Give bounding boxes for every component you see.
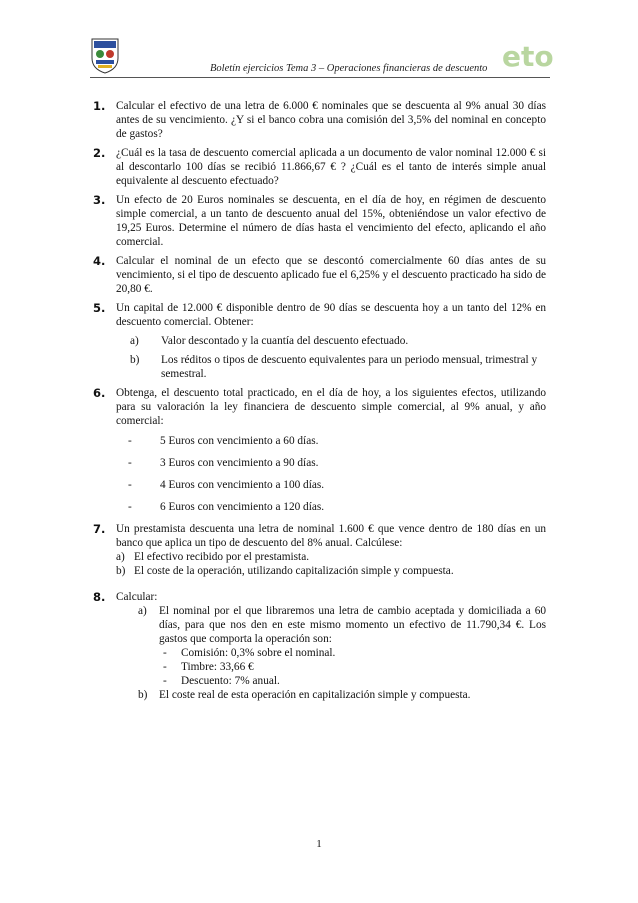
page-number: 1	[316, 838, 322, 850]
exercise-item	[93, 193, 546, 249]
exercise-text: Un efecto de 20 Euros nominales se descuenta, en el día de hoy, en régimen de descuento simple comercial, a un tanto de descuento anual del 15%, obteniéndose un valor efectivo de 19,25 Euros. Determine el número de días hasta el vencimiento del efecto, aplicando el año comercial.	[116, 194, 546, 248]
exercise-number: 2.	[93, 146, 106, 160]
sub-item-text: El efectivo recibido por el prestamista.	[134, 551, 310, 563]
sub-item-label: a)	[138, 605, 147, 617]
sub-item	[130, 353, 546, 381]
sub-item	[130, 334, 546, 348]
dash-item	[161, 674, 546, 688]
header-divider	[90, 77, 550, 78]
exercise-number: 7.	[93, 522, 106, 536]
dash-item-text: Descuento: 7% anual.	[181, 675, 280, 687]
page-header	[90, 30, 554, 78]
dash-bullet: -	[163, 675, 167, 687]
dash-bullet: -	[128, 479, 132, 491]
exercise-item	[93, 590, 546, 702]
sub-item-text: Los réditos o tipos de descuento equivalentes para un periodo mensual, trimestral y semestral.	[161, 354, 538, 380]
exercise-item	[93, 146, 546, 188]
exercise-item	[93, 254, 546, 296]
university-crest-icon	[90, 36, 120, 74]
exercise-item	[93, 99, 546, 141]
sub-item-label: b)	[130, 354, 140, 366]
exercise-item	[93, 522, 546, 578]
exercise-text: Obtenga, el descuento total practicado, en el día de hoy, a los siguientes efectos, utilizando para su valoración la ley financiera de descuento simple comercial, al 9% anual, y año comercial:	[116, 387, 546, 427]
dash-bullet: -	[128, 501, 132, 513]
exercise-number: 4.	[93, 254, 106, 268]
svg-text:eto: eto	[502, 40, 554, 73]
dash-item	[161, 660, 546, 674]
exercise-text: Calcular el nominal de un efecto que se descontó comercialmente 60 días antes de su vencimiento, si el tipo de descuento aplicado fue el 6,25% y el descuento practicado ha sido de 20,80 €.	[116, 255, 546, 295]
sub-item-text: El coste de la operación, utilizando capitalización simple y compuesta.	[134, 565, 454, 577]
sub-item-label: a)	[116, 551, 125, 563]
exercise-text: Calcular el efectivo de una letra de 6.000 € nominales que se descuenta al 9% anual 30 días antes de su vencimiento. ¿Y si el banco cobra una comisión del 3,5% del nominal en concepto de gastos?	[116, 100, 546, 140]
sub-item	[138, 688, 546, 702]
exercise-number: 8.	[93, 590, 106, 604]
dash-item-text: 3 Euros con vencimiento a 90 días.	[160, 457, 319, 469]
sub-item-label: b)	[116, 565, 126, 577]
exercise-text: Un prestamista descuenta una letra de nominal 1.600 € que vence dentro de 180 días en un banco que aplica un tipo de descuento del 8% anual. Calcúlese:	[116, 523, 546, 549]
dash-item-text: 5 Euros con vencimiento a 60 días.	[160, 435, 319, 447]
dash-item	[161, 646, 546, 660]
exercise-item	[93, 386, 546, 514]
exercise-number: 1.	[93, 99, 106, 113]
eto-logo-icon	[500, 38, 554, 73]
exercise-text: Calcular:	[116, 591, 158, 603]
dash-item-text: Timbre: 33,66 €	[181, 661, 254, 673]
dash-bullet: -	[128, 435, 132, 447]
dash-item-text: 4 Euros con vencimiento a 100 días.	[160, 479, 325, 491]
exercise-number: 6.	[93, 386, 106, 400]
sub-item-text: Valor descontado y la cuantía del descuento efectuado.	[161, 335, 409, 347]
exercise-item	[93, 301, 546, 381]
sub-item	[116, 564, 546, 578]
dash-item	[128, 478, 546, 492]
sub-item	[116, 550, 546, 564]
exercise-list	[93, 99, 546, 707]
sub-item-text: El coste real de esta operación en capitalización simple y compuesta.	[159, 689, 471, 701]
sub-item-label: a)	[130, 335, 139, 347]
dash-bullet: -	[128, 457, 132, 469]
sub-item-text: El nominal por el que libraremos una letra de cambio aceptada y domiciliada a 60 días, para que nos den en este mismo momento un efectivo de 11.790,34 €. Los gastos que comporta la operación son:	[159, 605, 546, 645]
dash-item	[128, 434, 546, 448]
dash-bullet: -	[163, 661, 167, 673]
exercise-number: 3.	[93, 193, 106, 207]
exercise-text: Un capital de 12.000 € disponible dentro de 90 días se descuenta hoy a un tanto del 12% en descuento comercial. Obtener:	[116, 302, 546, 328]
dash-item	[128, 456, 546, 470]
sub-item	[138, 604, 546, 688]
dash-bullet: -	[163, 647, 167, 659]
sub-item-label: b)	[138, 689, 148, 701]
exercise-text: ¿Cuál es la tasa de descuento comercial aplicada a un documento de valor nominal 12.000 € si al descontarlo 100 días se recibió 11.866,67 € ? ¿Cuál es el tanto de interés simple anual equivalente al descuento efectuado?	[116, 147, 546, 187]
exercise-number: 5.	[93, 301, 106, 315]
header-title: Boletín ejercicios Tema 3 – Operaciones financieras de descuento	[210, 63, 488, 74]
dash-item	[128, 500, 546, 514]
dash-item-text: Comisión: 0,3% sobre el nominal.	[181, 647, 336, 659]
dash-item-text: 6 Euros con vencimiento a 120 días.	[160, 501, 325, 513]
